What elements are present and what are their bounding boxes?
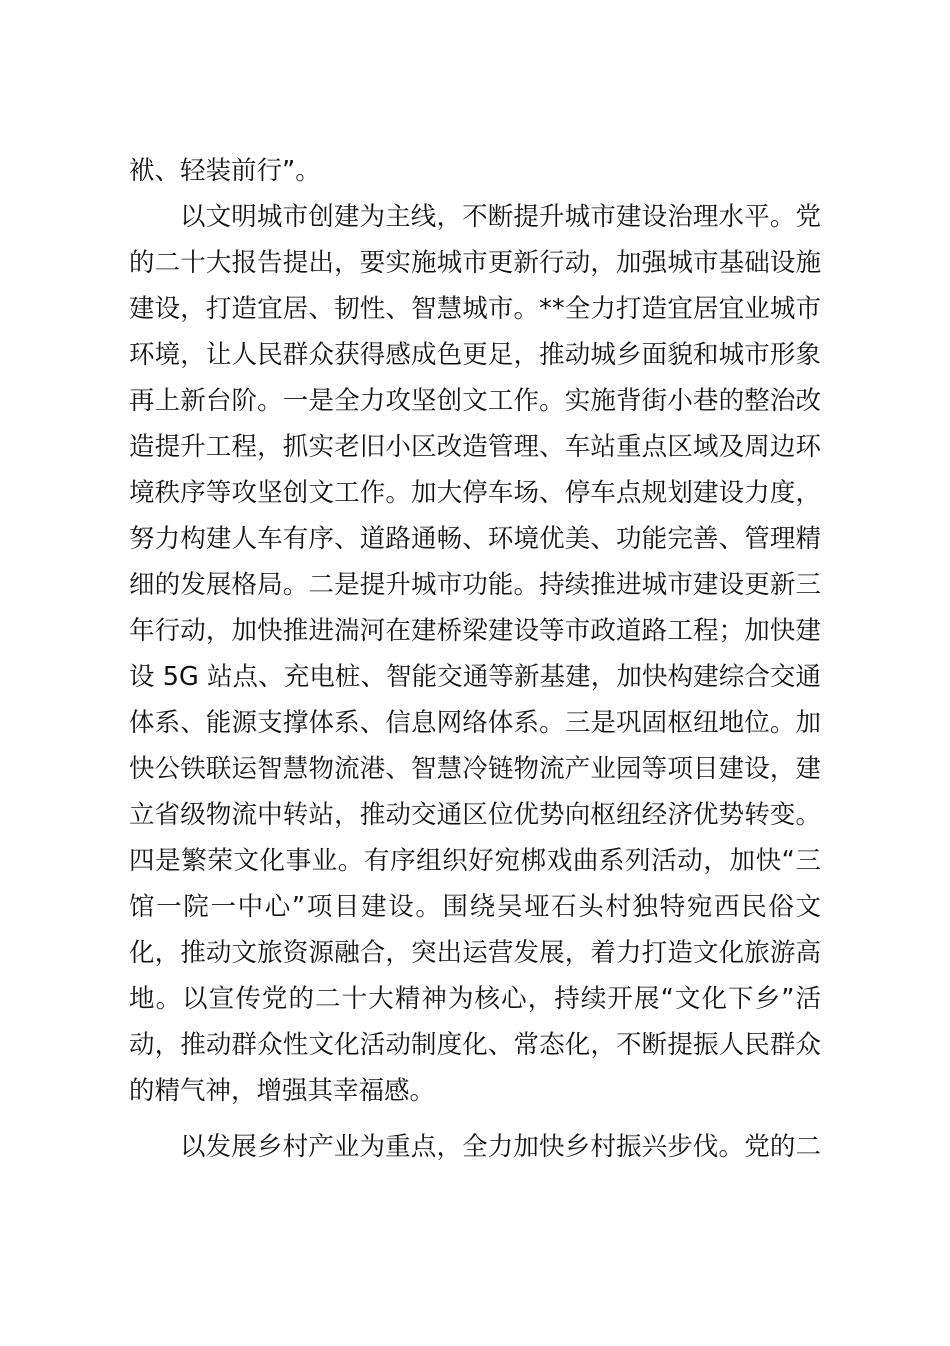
text-line: 袱、轻装前行”。 <box>129 156 321 186</box>
text-line: 的精气神，增强其幸福感。 <box>129 1076 436 1106</box>
text-line: 立省级物流中转站，推动交通区位优势向枢纽经济优势转变。 <box>129 800 821 830</box>
text-line: 体系、能源支撑体系、信息网络体系。三是巩固枢纽地位。加 <box>129 708 821 738</box>
text-line: 建设，打造宜居、韧性、智慧城市。**全力打造宜居宜业城市 <box>129 294 821 324</box>
text-line: 境秩序等攻坚创文工作。加大停车场、停车点规划建设力度， <box>129 478 821 508</box>
text-line: 努力构建人车有序、道路通畅、环境优美、功能完善、管理精 <box>129 524 821 554</box>
text-line: 化，推动文旅资源融合，突出运营发展，着力打造文化旅游高 <box>129 938 821 968</box>
text-line: 动，推动群众性文化活动制度化、常态化，不断提振人民群众 <box>129 1030 821 1060</box>
text-line: 造提升工程，抓实老旧小区改造管理、车站重点区域及周边环 <box>129 432 821 462</box>
text-line: 以文明城市创建为主线，不断提升城市建设治理水平。党 <box>180 202 821 232</box>
text-line: 年行动，加快推进湍河在建桥梁建设等市政道路工程；加快建 <box>129 616 821 646</box>
text-line: 以发展乡村产业为重点，全力加快乡村振兴步伐。党的二 <box>180 1132 821 1162</box>
text-line: 四是繁荣文化事业。有序组织好宛梆戏曲系列活动，加快“三 <box>129 846 821 876</box>
text-line: 的二十大报告提出，要实施城市更新行动，加强城市基础设施 <box>129 248 821 278</box>
text-line: 馆一院一中心”项目建设。围绕吴垭石头村独特宛西民俗文 <box>129 892 821 922</box>
text-line: 设 5G 站点、充电桩、智能交通等新基建，加快构建综合交通 <box>129 662 821 692</box>
text-line: 地。以宣传党的二十大精神为核心，持续开展“文化下乡”活 <box>129 984 821 1014</box>
text-line: 环境，让人民群众获得感成色更足，推动城乡面貌和城市形象 <box>129 340 821 370</box>
text-line: 再上新台阶。一是全力攻坚创文工作。实施背街小巷的整治改 <box>129 386 821 416</box>
text-line: 快公铁联运智慧物流港、智慧冷链物流产业园等项目建设，建 <box>129 754 821 784</box>
text-line: 细的发展格局。二是提升城市功能。持续推进城市建设更新三 <box>129 570 821 600</box>
